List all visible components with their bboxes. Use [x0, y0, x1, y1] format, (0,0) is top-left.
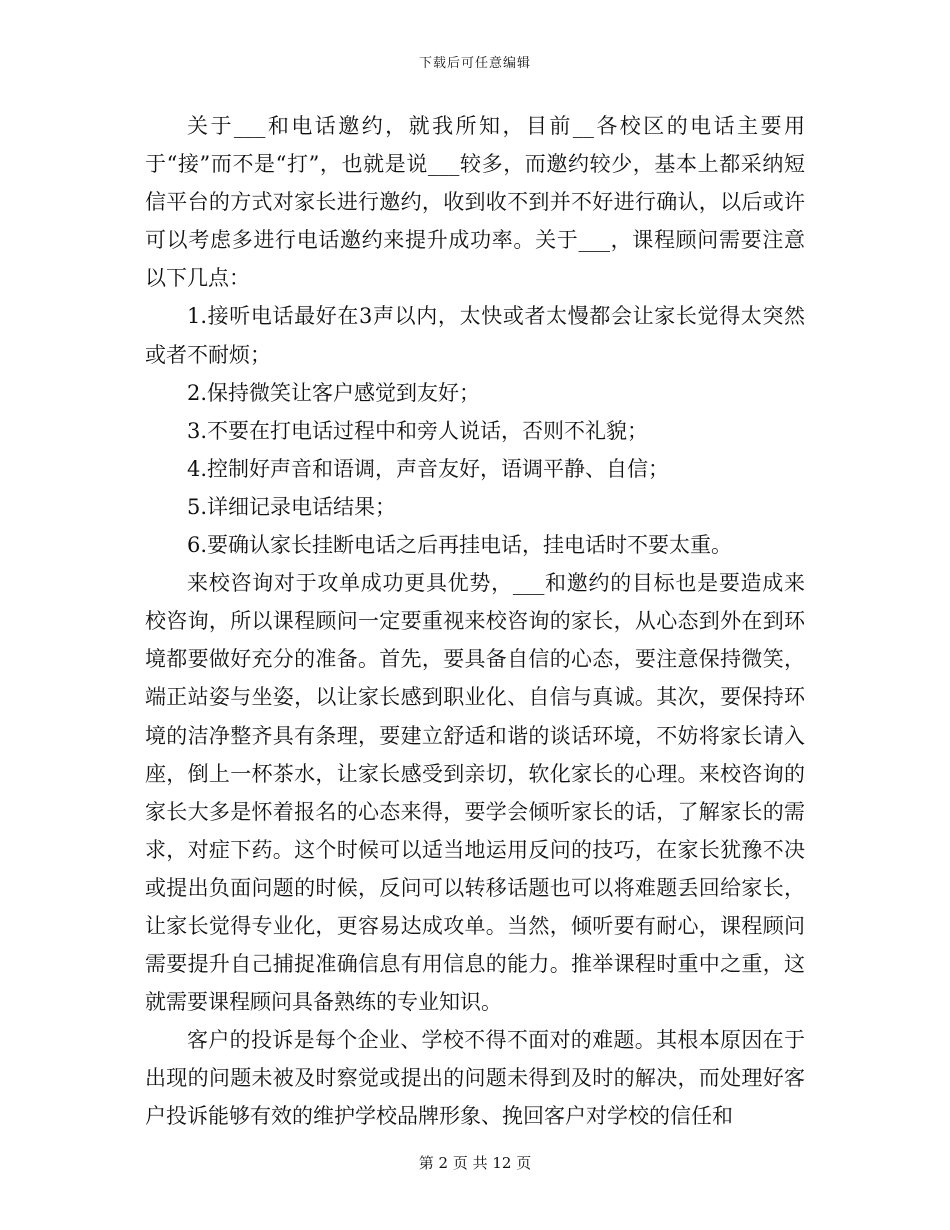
list-item: 3.不要在打电话过程中和旁人说话，否则不礼貌；: [187, 418, 649, 443]
list-item: 1.接听电话最好在3声以内，太快或者太慢都会让家长觉得太突然或者不耐烦；: [145, 304, 805, 367]
page-footer: 第 2 页 共 12 页: [418, 1154, 532, 1172]
paragraph-phone-invitation: 关于___和电话邀约，就我所知，目前__各校区的电话主要用于“接”而不是“打”，也就是说___较多，而邀约较少，基本上都采纳短信平台的方式对家长进行邀约，收到收不到并不好进行确认，以后或许可以考虑多进行电话邀约来提升成功率。关于___，课程顾问需要注意以下几点：: [145, 114, 805, 291]
list-item: 2.保持微笑让客户感觉到友好；: [187, 380, 481, 405]
page-header: 下载后可任意编辑: [418, 56, 531, 71]
list-item: 6.要确认家长挂断电话之后再挂电话，挂电话时不要太重。: [187, 533, 733, 558]
list-item: 4.控制好声音和语调，声音友好，语调平静、自信；: [187, 456, 670, 481]
paragraph-school-visit: 来校咨询对于攻单成功更具优势，___和邀约的目标也是要造成来校咨询，所以课程顾问一定要重视来校咨询的家长，从心态到外在到环境都要做好充分的准备。首先，要具备自信的心态，要注意保持微笑，端正站姿与坐姿，以让家长感到职业化、自信与真诚。其次，要保持环境的洁净整齐具有条理，要建立舒适和谐的谈话环境，不妨将家长请入座，倒上一杯茶水，让家长感受到亲切，软化家长的心理。来校咨询的家长大多是怀着报名的心态来得，要学会倾听家长的话，了解家长的需求，对症下药。这个时候可以适当地运用反问的技巧，在家长犹豫不决或提出负面问题的时候，反问可以转移话题也可以将难题丢回给家长，让家长觉得专业化，更容易达成攻单。当然，倾听要有耐心，课程顾问需要提升自己捕捉准确信息有用信息的能力。推举课程时重中之重，这就需要课程顾问具备熟练的专业知识。: [145, 571, 805, 1015]
list-item: 5.详细记录电话结果；: [187, 494, 397, 519]
document-body: [145, 107, 805, 1136]
paragraph-complaints: 客户的投诉是每个企业、学校不得不面对的难题。其根本原因在于出现的问题未被及时察觉或提出的问题未得到及时的解决，而处理好客户投诉能够有效的维护学校品牌形象、挽回客户对学校的信任和: [145, 1028, 805, 1129]
